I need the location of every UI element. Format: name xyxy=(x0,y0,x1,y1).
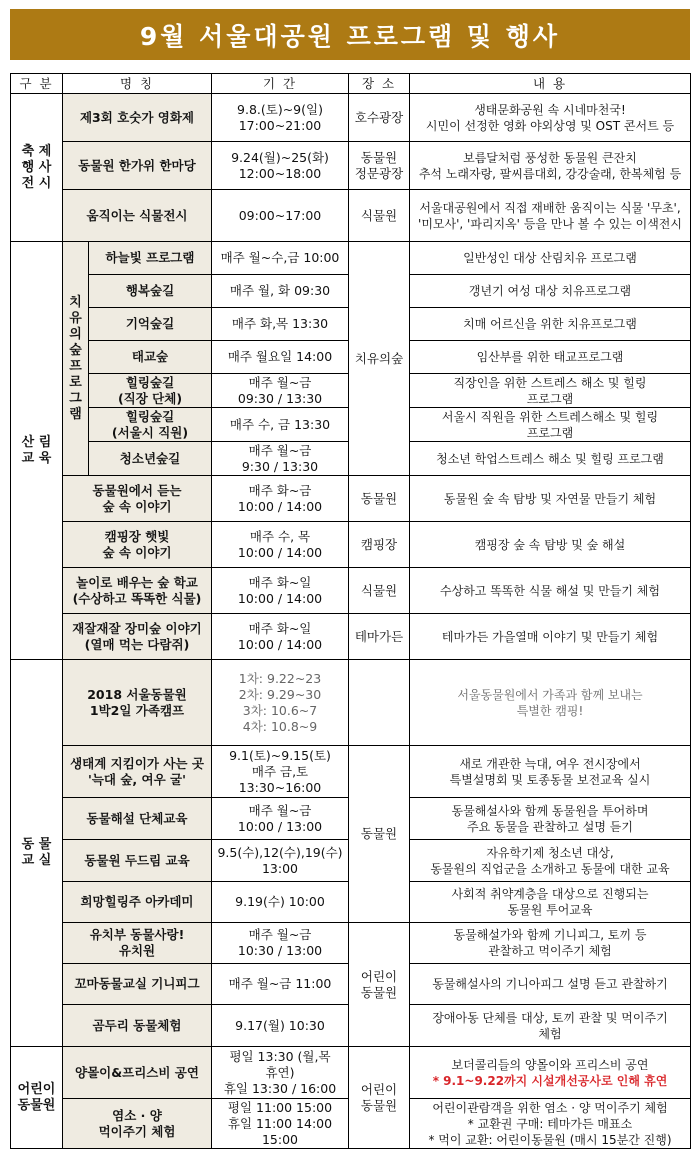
program-content-line: 새로 개관한 늑대, 여우 전시장에서 xyxy=(459,756,641,771)
program-period-line: 매주 화~일 xyxy=(248,620,312,636)
subcategory-healing-line: 의 xyxy=(69,326,82,342)
program-content-line: 서울대공원에서 직접 재배한 움직이는 식물 '무초', xyxy=(419,200,681,215)
category-animal-line: 교 실 xyxy=(21,853,52,868)
program-name-line: 유치원 xyxy=(118,943,156,958)
program-name xyxy=(63,746,212,798)
program-period-line: 09:00~17:00 xyxy=(238,207,322,223)
table-row xyxy=(11,142,691,190)
program-content-line: 특별한 캠핑! xyxy=(516,703,584,718)
program-name-line: 청소년숲길 xyxy=(119,450,181,466)
program-name-line: (열매 먹는 다람쥐) xyxy=(84,636,190,652)
program-period xyxy=(212,275,349,308)
program-name-line: 꼬마동물교실 기니피그 xyxy=(74,976,200,991)
program-content-line: 일반성인 대상 산림치유 프로그램 xyxy=(463,251,637,265)
program-name-line: 먹이주기 체험 xyxy=(98,1123,176,1139)
program-name-line: (수상하고 똑똑한 식물) xyxy=(72,590,202,606)
program-period-line: 10:00 / 14:00 xyxy=(237,544,323,560)
program-name-line: 놀이로 배우는 숲 학교 xyxy=(76,574,198,590)
program-content-line: 직장인을 위한 스트레스 해소 및 힐링 xyxy=(453,375,647,390)
program-period-line: 매주 월~금 xyxy=(248,442,312,458)
program-name-line: 희망힐링주 아카데미 xyxy=(80,894,194,909)
program-period-line: 09:30 / 13:30 xyxy=(237,390,323,406)
category-kidszoo-line: 어린이 xyxy=(17,1081,56,1097)
program-content xyxy=(410,374,691,408)
program-content-line: 프로그램 xyxy=(526,391,574,406)
schedule-table xyxy=(10,73,691,1149)
program-period xyxy=(212,374,349,408)
program-period xyxy=(212,190,349,242)
program-place xyxy=(349,94,410,142)
program-content xyxy=(410,840,691,882)
program-period-line: 10:30 / 13:00 xyxy=(237,943,323,958)
program-place-line: 동물원 xyxy=(360,984,398,1000)
program-name: 동물원 한가위 한마당 xyxy=(63,142,212,190)
program-place-line: 캠핑장 xyxy=(360,536,398,552)
program-name: 움직이는 식물전시 xyxy=(63,190,212,242)
subcategory-healing-line: 그 xyxy=(69,390,82,406)
subcategory-healing-line: 유 xyxy=(69,310,82,326)
program-period xyxy=(212,142,349,190)
program-name xyxy=(89,341,212,374)
program-place xyxy=(349,614,410,660)
program-content-line: 서울시 직원을 위한 스트레스해소 및 힐링 xyxy=(441,409,659,424)
program-content xyxy=(410,882,691,923)
program-period xyxy=(212,882,349,923)
program-place-line: 동물원 xyxy=(360,490,398,506)
program-content-line: 자유학기제 청소년 대상, xyxy=(486,845,614,860)
program-content-line: 캠핑장 숲 속 탐방 및 숲 해설 xyxy=(474,537,626,552)
program-content xyxy=(410,923,691,964)
program-period-line: 12:00~18:00 xyxy=(238,165,322,181)
program-name-line: 1박2일 가족캠프 xyxy=(89,702,185,718)
program-place xyxy=(349,1047,410,1149)
program-period xyxy=(212,964,349,1005)
program-period-line: 매주 수, 목 xyxy=(249,528,311,544)
program-name-line: (서울시 직원) xyxy=(111,424,189,440)
table-row xyxy=(11,614,691,660)
program-content-line: 체험 xyxy=(538,1026,562,1041)
program-place: 동물원 xyxy=(349,746,410,923)
program-content-line: 추석 노래자랑, 팔씨름대회, 강강술래, 한복체험 등 xyxy=(418,166,682,181)
program-name-line: '늑대 숲, 여우 굴' xyxy=(88,771,186,787)
program-period-line: 매주 수, 금 13:30 xyxy=(229,416,331,432)
program-period-line: 휴일 13:30 / 16:00 xyxy=(223,1080,337,1096)
program-name xyxy=(89,442,212,476)
program-name-line: 하늘빛 프로그램 xyxy=(105,250,195,265)
program-period-line: 매주 월~금 xyxy=(248,374,312,390)
program-place-line: 정문광장 xyxy=(354,165,404,181)
place-empty xyxy=(349,660,410,746)
header-content: 내 용 xyxy=(410,74,691,94)
program-name-line: 동물원 두드림 교육 xyxy=(84,852,190,868)
program-name-line: 캠핑장 햇빛 xyxy=(104,528,170,544)
category-festival-line: 축 제 xyxy=(21,143,52,159)
program-period-line: 3차: 10.6~7 xyxy=(242,702,318,718)
program-name xyxy=(63,840,212,882)
program-period-line: 10:00 / 14:00 xyxy=(237,498,323,514)
program-name xyxy=(63,614,212,660)
program-content-line: '미모사', '파리지옥' 등을 만나 볼 수 있는 이색전시 xyxy=(418,216,682,231)
program-content-line: 동물해설사의 기니아피그 설명 듣고 관찰하기 xyxy=(432,977,668,991)
category-forest-line: 산 림 xyxy=(21,434,52,450)
program-period xyxy=(212,522,349,568)
program-name-line: (직장 단체) xyxy=(117,390,183,406)
program-content xyxy=(410,614,691,660)
program-content-line: 서울동물원에서 가족과 함께 보내는 xyxy=(457,687,643,702)
program-period-line: 매주 금,토 xyxy=(251,763,309,779)
program-name-line: 생태계 지킴이가 사는 곳 xyxy=(70,755,204,771)
program-period-line: 매주 월~금 xyxy=(248,802,312,818)
program-name-line: 숲 속 이야기 xyxy=(102,544,172,560)
program-name xyxy=(63,798,212,840)
page-title: 9월 서울대공원 프로그램 및 행사 xyxy=(10,9,690,60)
program-content-line: 어린이관람객을 위한 염소 · 양 먹이주기 체험 xyxy=(432,1100,668,1115)
program-name xyxy=(63,964,212,1005)
program-name-line: 태교숲 xyxy=(131,349,169,364)
program-name xyxy=(89,374,212,408)
category-forest-line: 교 육 xyxy=(21,450,52,466)
program-content-line: 사회적 취약계층을 대상으로 진행되는 xyxy=(451,887,649,901)
program-period-line: 휴연) xyxy=(265,1064,295,1080)
program-name xyxy=(63,882,212,923)
program-content-line: * 교환권 구매: 테마가든 매표소 xyxy=(467,1116,633,1131)
program-period-line: 평일 13:30 (월,목 xyxy=(229,1048,331,1064)
program-content xyxy=(410,476,691,522)
program-place xyxy=(349,476,410,522)
program-name-line: 양몰이&프리스비 공연 xyxy=(75,1064,199,1080)
program-content-line: 생태문화공원 속 시네마천국! xyxy=(474,102,626,117)
program-place xyxy=(349,568,410,614)
program-period xyxy=(212,442,349,476)
program-period-line: 10:00 / 14:00 xyxy=(237,636,323,652)
program-period xyxy=(212,923,349,964)
program-name-line: 힐링숲길 xyxy=(125,408,175,424)
table-row xyxy=(11,476,691,522)
program-content-line: 관찰하고 먹이주기 체험 xyxy=(488,944,612,958)
program-content-line: 갱년기 여성 대상 치유프로그램 xyxy=(468,284,632,298)
program-name xyxy=(63,522,212,568)
program-place: 치유의숲 xyxy=(349,242,410,476)
notice-text: * 9.1~9.22까지 시설개선공사로 인해 휴연 xyxy=(432,1073,668,1088)
category-festival xyxy=(11,94,63,242)
program-place-line: 어린이 xyxy=(360,968,398,984)
program-period-line: 9.19(수) 10:00 xyxy=(235,894,325,909)
program-place-line: 테마가든 xyxy=(354,628,404,644)
program-content-line: 보름달처럼 풍성한 동물원 큰잔치 xyxy=(463,150,637,165)
program-content xyxy=(410,1047,691,1099)
program-name-line: 재잘재잘 장미숲 이야기 xyxy=(72,620,202,636)
program-place xyxy=(349,923,410,1047)
program-content-line: 프로그램 xyxy=(526,425,574,440)
program-name xyxy=(63,1047,212,1099)
program-period-line: 9.5(수),12(수),19(수) xyxy=(217,844,343,860)
program-period-line: 9.8.(토)~9(일) xyxy=(237,101,323,117)
program-name: 제3회 호숫가 영화제 xyxy=(63,94,212,142)
program-content-line: 동물원 투어교육 xyxy=(507,903,593,917)
program-content xyxy=(410,275,691,308)
program-name-line: 유치부 동물사랑! xyxy=(89,927,185,942)
program-place xyxy=(349,190,410,242)
program-name-line: 행복숲길 xyxy=(125,283,175,298)
program-name-line: 동물해설 단체교육 xyxy=(86,810,188,826)
program-period-line: 매주 월, 화 09:30 xyxy=(229,283,331,298)
category-forest xyxy=(11,242,63,660)
program-content-line: 주요 동물을 관찰하고 설명 듣기 xyxy=(467,819,633,834)
category-festival-line: 행 사 xyxy=(21,159,52,175)
program-name xyxy=(63,923,212,964)
program-period-line: 9.17(월) 10:30 xyxy=(235,1017,325,1033)
program-name-line: 동물원에서 듣는 xyxy=(92,482,182,498)
program-place xyxy=(349,142,410,190)
program-place xyxy=(349,522,410,568)
table-row xyxy=(11,522,691,568)
table-row xyxy=(11,1047,691,1099)
program-period-line: 매주 화,목 13:30 xyxy=(231,316,329,331)
program-name xyxy=(89,308,212,341)
program-content xyxy=(410,798,691,840)
program-content-line: 보더콜리들의 양몰이와 프리스비 공연 xyxy=(451,1057,649,1072)
program-period-line: 휴일 11:00 14:00 xyxy=(227,1115,333,1131)
program-period xyxy=(212,308,349,341)
subcategory-healing-line: 치 xyxy=(69,294,82,310)
program-content xyxy=(410,660,691,746)
program-content xyxy=(410,94,691,142)
category-animal-line: 동 물 xyxy=(21,837,52,852)
program-period xyxy=(212,242,349,275)
program-content-line: 청소년 학업스트레스 해소 및 힐링 프로그램 xyxy=(436,451,664,466)
program-place-line: 동물원 xyxy=(360,1097,398,1113)
program-place-line: 호수광장 xyxy=(354,109,404,125)
program-content xyxy=(410,1099,691,1149)
program-period-line: 13:00 xyxy=(261,860,299,876)
header-row xyxy=(11,74,691,94)
program-name xyxy=(89,275,212,308)
program-content-line: 장애아동 단체를 대상, 토끼 관찰 및 먹이주기 xyxy=(432,1010,668,1025)
program-name xyxy=(89,242,212,275)
table-row xyxy=(11,923,691,964)
program-period xyxy=(212,568,349,614)
program-period xyxy=(212,798,349,840)
program-content xyxy=(410,408,691,442)
program-period-line: 매주 월요일 14:00 xyxy=(227,349,333,364)
program-period-line: 15:00 xyxy=(261,1131,299,1147)
program-period-line: 9:30 / 13:30 xyxy=(241,458,319,474)
program-period-line: 매주 월~금 11:00 xyxy=(228,976,332,991)
table-row xyxy=(11,94,691,142)
program-content xyxy=(410,1005,691,1047)
program-name-line: 숲 속 이야기 xyxy=(102,498,172,514)
header-period: 기 간 xyxy=(212,74,349,94)
program-period xyxy=(212,746,349,798)
program-period xyxy=(212,1099,349,1149)
program-place-line: 식물원 xyxy=(360,207,398,223)
program-name xyxy=(63,660,212,746)
program-content xyxy=(410,142,691,190)
program-content xyxy=(410,746,691,798)
program-period-line: 평일 11:00 15:00 xyxy=(227,1099,333,1115)
table-row xyxy=(11,190,691,242)
program-content xyxy=(410,341,691,374)
program-content-line: 동물원의 직업군을 소개하고 동물에 대한 교육 xyxy=(430,861,670,876)
table-row xyxy=(11,660,691,746)
program-place-line: 동물원 xyxy=(360,149,398,165)
program-period-line: 4차: 10.8~9 xyxy=(242,718,318,734)
program-name xyxy=(63,476,212,522)
table-row xyxy=(11,242,691,275)
program-period xyxy=(212,660,349,746)
program-content xyxy=(410,568,691,614)
program-period xyxy=(212,476,349,522)
program-period xyxy=(212,341,349,374)
program-period-line: 매주 월~수,금 10:00 xyxy=(220,250,340,265)
program-period-line: 1차: 9.22~23 xyxy=(238,670,322,686)
program-period xyxy=(212,614,349,660)
subcategory-healing-line: 램 xyxy=(69,406,82,422)
header-name: 명 칭 xyxy=(63,74,212,94)
program-content-line: 동물원 숲 속 탐방 및 자연물 만들기 체험 xyxy=(443,491,657,506)
program-name-line: 곰두리 동물체험 xyxy=(92,1017,182,1033)
program-name-line: 염소 · 양 xyxy=(112,1107,162,1123)
program-period xyxy=(212,94,349,142)
program-content-line: 동물해설가와 함께 기니피그, 토끼 등 xyxy=(453,928,647,942)
program-name xyxy=(63,1099,212,1149)
category-kidszoo-line: 동물원 xyxy=(17,1097,56,1113)
program-period xyxy=(212,840,349,882)
program-name xyxy=(63,1005,212,1047)
header-place: 장 소 xyxy=(349,74,410,94)
program-content-line: * 먹이 교환: 어린이동물원 (매시 15분간 진행) xyxy=(428,1132,672,1147)
program-period-line: 10:00 / 14:00 xyxy=(237,590,323,606)
program-name-line: 힐링숲길 xyxy=(125,374,175,390)
program-name-line: 2018 서울동물원 xyxy=(87,686,187,702)
program-period-line: 2차: 9.29~30 xyxy=(238,686,322,702)
program-period-line: 13:30~16:00 xyxy=(238,779,322,795)
program-place-line: 식물원 xyxy=(360,582,398,598)
program-place-line: 어린이 xyxy=(360,1081,398,1097)
program-period xyxy=(212,1005,349,1047)
category-festival-line: 전 시 xyxy=(21,175,52,191)
program-content-line: 치매 어르신을 위한 치유프로그램 xyxy=(463,317,637,331)
program-period-line: 매주 화~일 xyxy=(248,574,312,590)
subcategory-healing xyxy=(63,242,89,476)
program-content xyxy=(410,522,691,568)
program-name xyxy=(63,568,212,614)
program-content xyxy=(410,308,691,341)
category-kidszoo xyxy=(11,1047,63,1149)
program-content-line: 시민이 선정한 영화 야외상영 및 OST 콘서트 등 xyxy=(425,118,675,133)
program-content xyxy=(410,442,691,476)
table-row xyxy=(11,568,691,614)
program-period-line: 10:00 / 13:00 xyxy=(237,818,323,834)
subcategory-healing-line: 숲 xyxy=(69,342,82,358)
category-animal xyxy=(11,660,63,1047)
program-name-line: 기억숲길 xyxy=(125,316,175,331)
program-period-line: 9.1(토)~9.15(토) xyxy=(229,747,331,763)
program-period-line: 매주 월~금 xyxy=(248,927,312,942)
program-content-line: 수상하고 똑똑한 식물 해설 및 만들기 체험 xyxy=(440,583,660,598)
program-content xyxy=(410,964,691,1005)
header-category: 구 분 xyxy=(11,74,63,94)
subcategory-healing-line: 로 xyxy=(69,374,82,390)
program-content-line: 동물해설사와 함께 동물원을 투어하며 xyxy=(451,803,649,818)
program-content-line: 특별설명회 및 토종동물 보전교육 실시 xyxy=(449,772,651,787)
program-content xyxy=(410,242,691,275)
program-content-line: 임산부를 위한 태교프로그램 xyxy=(476,350,624,364)
program-name xyxy=(89,408,212,442)
program-period-line: 17:00~21:00 xyxy=(238,117,322,133)
subcategory-healing-line: 프 xyxy=(69,358,82,374)
program-period xyxy=(212,1047,349,1099)
program-content-line: 테마가든 가을열매 이야기 및 만들기 체험 xyxy=(441,629,659,644)
program-content xyxy=(410,190,691,242)
program-period-line: 매주 화~금 xyxy=(248,482,312,498)
program-period-line: 9.24(월)~25(화) xyxy=(231,149,329,165)
program-period xyxy=(212,408,349,442)
table-row xyxy=(11,746,691,798)
